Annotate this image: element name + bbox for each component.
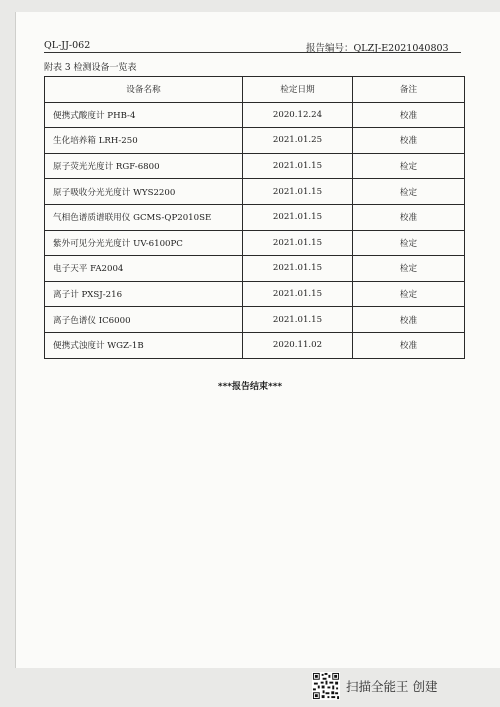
verification-date-cell: 2021.01.15 [243,307,353,333]
table-row [45,179,465,205]
verification-date-cell: 2021.01.15 [243,153,353,179]
equipment-name-cell: 离子色谱仪 IC6000 [45,307,243,333]
report-end-note: ***报告结束*** [217,382,283,392]
remarks-cell: 检定 [353,281,465,307]
remarks-cell: 校准 [353,332,465,358]
verification-date-cell: 2021.01.25 [243,128,353,154]
table-row [45,204,465,230]
equipment-name-cell: 原子吸收分光光度计 WYS2200 [45,179,243,205]
equipment-name-cell: 离子计 PXSJ-216 [45,281,243,307]
document-code: QL-JJ-062 [44,40,91,51]
header-divider [44,52,461,53]
column-header-equipment-name: 设备名称 [45,77,243,103]
verification-date-cell: 2020.11.02 [243,332,353,358]
verification-date-cell: 2021.01.15 [243,230,353,256]
report-number: 报告编号：QLZJ-E2021040803 [306,43,449,54]
remarks-cell: 校准 [353,307,465,333]
equipment-name-cell: 便携式酸度计 PHB-4 [45,102,243,128]
scanner-watermark: 扫描全能王 创建 [346,679,438,694]
table-caption: 附表 3 检测设备一览表 [44,63,137,73]
verification-date-cell: 2020.12.24 [243,102,353,128]
table-header-row [45,77,465,103]
table-row [45,230,465,256]
column-header-remarks: 备注 [353,77,465,103]
verification-date-cell: 2021.01.15 [243,179,353,205]
verification-date-cell: 2021.01.15 [243,281,353,307]
equipment-name-cell: 便携式浊度计 WGZ-1B [45,332,243,358]
remarks-cell: 校准 [353,204,465,230]
table-row [45,102,465,128]
table-row [45,128,465,154]
table-row [45,281,465,307]
equipment-table [44,76,465,359]
remarks-cell: 校准 [353,128,465,154]
remarks-cell: 检定 [353,230,465,256]
table-row [45,332,465,358]
equipment-name-cell: 气相色谱质谱联用仪 GCMS-QP2010SE [45,204,243,230]
remarks-cell: 检定 [353,179,465,205]
verification-date-cell: 2021.01.15 [243,204,353,230]
column-header-verification-date: 检定日期 [243,77,353,103]
qr-code-icon [312,672,340,700]
equipment-name-cell: 紫外可见分光光度计 UV-6100PC [45,230,243,256]
equipment-name-cell: 原子荧光光度计 RGF-6800 [45,153,243,179]
table-row [45,256,465,282]
table-row [45,307,465,333]
table-row [45,153,465,179]
remarks-cell: 检定 [353,153,465,179]
remarks-cell: 检定 [353,256,465,282]
verification-date-cell: 2021.01.15 [243,256,353,282]
equipment-name-cell: 电子天平 FA2004 [45,256,243,282]
remarks-cell: 校准 [353,102,465,128]
equipment-name-cell: 生化培养箱 LRH-250 [45,128,243,154]
